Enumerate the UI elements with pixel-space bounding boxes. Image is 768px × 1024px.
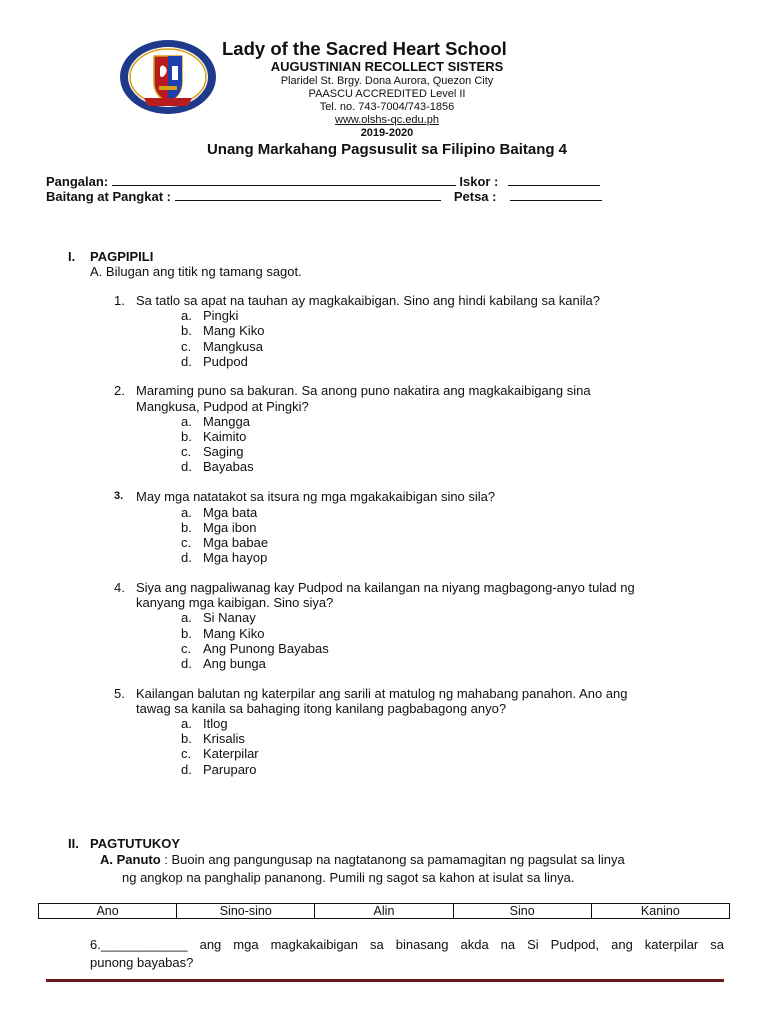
- grade-section-label: Baitang at Pangkat :: [46, 189, 171, 204]
- congregation-name: AUGUSTINIAN RECOLLECT SISTERS: [270, 59, 504, 74]
- q2-choice-b-letter[interactable]: b.: [181, 429, 192, 444]
- question-2-text-line-1: Maraming puno sa bakuran. Sa anong puno nakatira ang magkakaibigang sina: [136, 383, 591, 398]
- q4-choice-a-letter[interactable]: a.: [181, 610, 192, 625]
- q3-choice-b: Mga ibon: [203, 520, 257, 535]
- q2-choice-a-letter[interactable]: a.: [181, 414, 192, 429]
- word-bank-table: [38, 903, 730, 919]
- q3-choice-c: Mga babae: [203, 535, 269, 550]
- question-3-number: 3.: [114, 490, 124, 502]
- exam-title: Unang Markahang Pagsusulit sa Filipino Baitang 4: [206, 141, 568, 158]
- q3-choice-a-letter[interactable]: a.: [181, 505, 192, 520]
- word-bank-cell: Sino-sino: [177, 904, 315, 919]
- word-bank-cell: Alin: [315, 904, 453, 919]
- question-5-number: 5.: [114, 686, 125, 701]
- table-row: [39, 904, 730, 919]
- q4-choice-b-letter[interactable]: b.: [181, 626, 192, 641]
- q3-choice-b-letter[interactable]: b.: [181, 520, 192, 535]
- q5-choice-c-letter[interactable]: c.: [181, 746, 192, 761]
- q2-choice-b: Kaimito: [203, 429, 247, 444]
- q1-choice-c: Mangkusa: [203, 339, 263, 354]
- q4-choice-d: Ang bunga: [203, 656, 266, 671]
- panuto-label: A. Panuto: [100, 852, 161, 867]
- question-1-text: Sa tatlo sa apat na tauhan ay magkakaibigan. Sino ang hindi kabilang sa kanila?: [136, 293, 600, 308]
- q5-choice-b-letter[interactable]: b.: [181, 731, 192, 746]
- q2-choice-d: Bayabas: [203, 459, 254, 474]
- question-6-text-line-1[interactable]: 6.____________ ang mga magkakaibigan sa binasang akda na Si Pudpod, ang katerpilar sa: [90, 937, 724, 952]
- section-2-number: II.: [68, 836, 79, 851]
- panuto-text: : Buoin ang pangungusap na nagtatanong sa pamamagitan ng pagsulat sa linya: [160, 852, 625, 867]
- q1-choice-b: Mang Kiko: [203, 323, 265, 338]
- q2-choice-c-letter[interactable]: c.: [181, 444, 192, 459]
- q5-choice-b: Krisalis: [203, 731, 245, 746]
- section-2-title: PAGTUTUKOY: [90, 836, 181, 851]
- question-5-text-line-1: Kailangan balutan ng katerpilar ang sarili at matulog ng mahabang panahon. Ano ang: [136, 686, 628, 701]
- page-bottom-rule: [46, 979, 724, 982]
- q3-choice-a: Mga bata: [203, 505, 258, 520]
- telephone-number: Tel. no. 743-7004/743-1856: [319, 101, 455, 113]
- q4-choice-b: Mang Kiko: [203, 626, 265, 641]
- name-label: Pangalan:: [46, 174, 109, 189]
- question-5-text-line-2: tawag sa kanila sa bahaging itong kanilang pagbabagong anyo?: [136, 701, 507, 716]
- q4-choice-a: Si Nanay: [203, 610, 256, 625]
- grade-section-blank[interactable]: [175, 189, 441, 201]
- question-1-number: 1.: [114, 293, 125, 308]
- question-2-number: 2.: [114, 383, 125, 398]
- question-2-text-line-2: Mangkusa, Pudpod at Pingki?: [136, 399, 309, 414]
- question-4-number: 4.: [114, 580, 125, 595]
- section-1-title: PAGPIPILI: [90, 249, 154, 264]
- q4-choice-c-letter[interactable]: c.: [181, 641, 192, 656]
- school-address: Plaridel St. Brgy. Dona Aurora, Quezon City: [280, 75, 494, 87]
- section-1-number: I.: [68, 249, 76, 264]
- school-year: 2019-2020: [360, 127, 414, 139]
- q2-choice-c: Saging: [203, 444, 244, 459]
- school-name: Lady of the Sacred Heart School: [222, 38, 507, 59]
- q3-choice-d: Mga hayop: [203, 550, 268, 565]
- q4-choice-d-letter[interactable]: d.: [181, 656, 192, 671]
- score-label: Iskor :: [459, 174, 499, 189]
- q2-choice-a: Mangga: [203, 414, 250, 429]
- q5-choice-a: Itlog: [203, 716, 228, 731]
- question-3-text: May mga natatakot sa itsura ng mga mgakakaibigan sino sila?: [136, 489, 496, 504]
- date-label: Petsa :: [453, 189, 497, 204]
- section-2-instruction-line-1: [100, 852, 625, 867]
- q4-choice-c: Ang Punong Bayabas: [203, 641, 329, 656]
- student-info-row-2: [46, 189, 602, 204]
- q1-choice-d-letter[interactable]: d.: [181, 354, 192, 369]
- word-bank-cell: Ano: [39, 904, 177, 919]
- q5-choice-d-letter[interactable]: d.: [181, 762, 192, 777]
- word-bank-cell: Kanino: [591, 904, 729, 919]
- q1-choice-d: Pudpod: [203, 354, 248, 369]
- word-bank-cell: Sino: [453, 904, 591, 919]
- q3-choice-d-letter[interactable]: d.: [181, 550, 192, 565]
- student-info-row-1: [46, 174, 600, 189]
- question-6-text-line-2: punong bayabas?: [90, 955, 194, 970]
- accreditation-text: PAASCU ACCREDITED Level II: [308, 88, 466, 100]
- question-4-text-line-1: Siya ang nagpaliwanag kay Pudpod na kailangan na niyang magbagong-anyo tulad ng: [136, 580, 635, 595]
- q5-choice-c: Katerpilar: [203, 746, 259, 761]
- question-4-text-line-2: kanyang mga kaibigan. Sino siya?: [136, 595, 334, 610]
- q1-choice-c-letter[interactable]: c.: [181, 339, 192, 354]
- q1-choice-a-letter[interactable]: a.: [181, 308, 192, 323]
- q3-choice-c-letter[interactable]: c.: [181, 535, 192, 550]
- section-2-instruction-line-2: ng angkop na panghalip pananong. Pumili ng sagot sa kahon at isulat sa linya.: [122, 870, 575, 885]
- date-blank[interactable]: [510, 189, 602, 201]
- q1-choice-b-letter[interactable]: b.: [181, 323, 192, 338]
- q1-choice-a: Pingki: [203, 308, 239, 323]
- score-blank[interactable]: [508, 174, 600, 186]
- name-blank[interactable]: [112, 174, 456, 186]
- q5-choice-d: Paruparo: [203, 762, 257, 777]
- q2-choice-d-letter[interactable]: d.: [181, 459, 192, 474]
- school-website-link[interactable]: www.olshs-qc.edu.ph: [335, 114, 439, 126]
- q5-choice-a-letter[interactable]: a.: [181, 716, 192, 731]
- section-1-instruction: A. Bilugan ang titik ng tamang sagot.: [90, 264, 302, 279]
